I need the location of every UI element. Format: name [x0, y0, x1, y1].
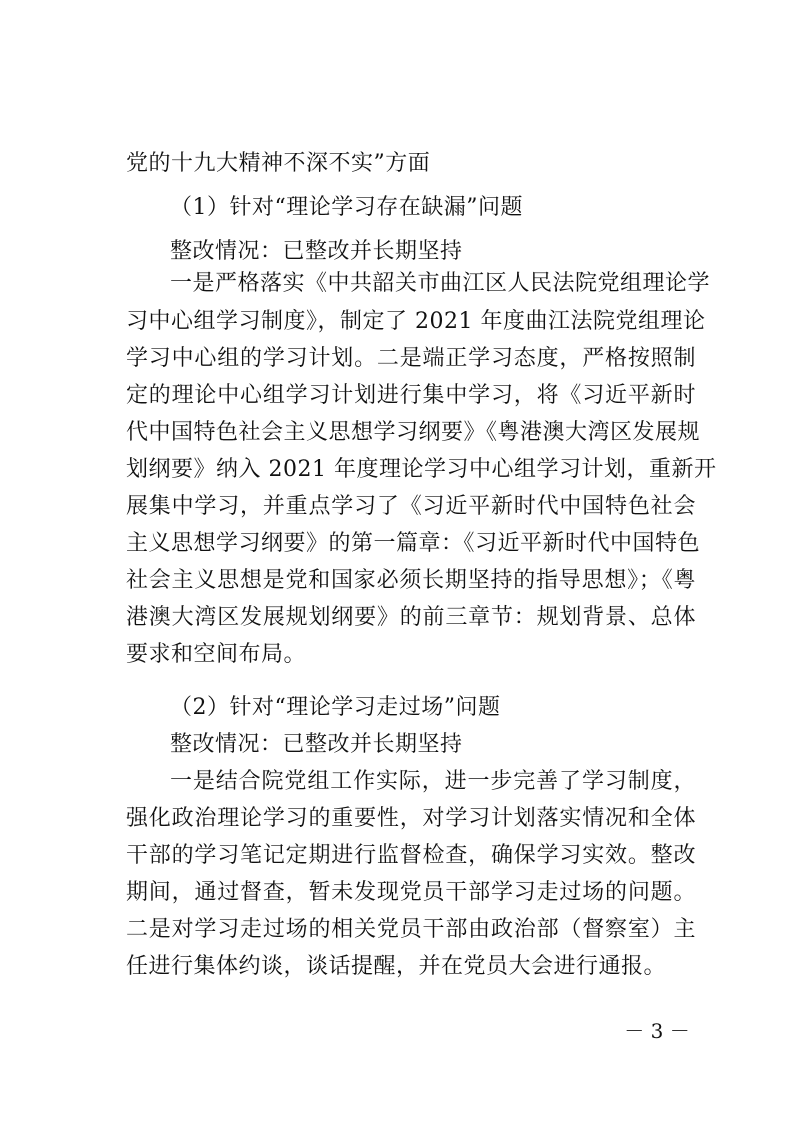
paragraph-line-10: 港澳大湾区发展规划纲要》的前三章节：规划背景、总体 [126, 605, 696, 630]
paragraph-line-9: 社会主义思想是党和国家必须长期坚持的指导思想》；《粤 [126, 568, 696, 593]
text-line-1: 党的十九大精神不深不实”方面 [126, 151, 431, 176]
page-number: － 3 － [624, 1019, 690, 1043]
paragraph-line-15: 期间，通过督查，暂未发现党员干部学习走过场的问题。 [126, 880, 696, 905]
paragraph-line-13: 强化政治理论学习的重要性，对学习计划落实情况和全体 [126, 806, 696, 831]
paragraph-line-2: 习中心组学习制度》，制定了 2021 年度曲江法院党组理论 [126, 309, 706, 334]
paragraph-line-8: 主义思想学习纲要》的第一篇章：《习近平新时代中国特色 [126, 531, 701, 556]
paragraph-line-1: 一是严格落实《中共韶关市曲江区人民法院党组理论学 [170, 271, 711, 296]
subsection-heading-1: （1）针对“理论学习存在缺漏”问题 [170, 195, 523, 220]
paragraph-line-16: 二是对学习走过场的相关党员干部由政治部（督察室）主 [126, 917, 696, 942]
paragraph-line-7: 展集中学习，并重点学习了《习近平新时代中国特色社会 [126, 494, 696, 519]
paragraph-line-12: 一是结合院党组工作实际，进一步完善了学习制度， [170, 769, 696, 794]
paragraph-line-3: 学习中心组的学习计划。二是端正学习态度，严格按照制 [126, 346, 696, 371]
paragraph-line-14: 干部的学习笔记定期进行监督检查，确保学习实效。整改 [126, 843, 696, 868]
status-line-2: 整改情况：已整改并长期坚持 [170, 732, 463, 757]
paragraph-line-17: 任进行集体约谈，谈话提醒，并在党员大会进行通报。 [126, 954, 667, 979]
status-line-1: 整改情况：已整改并长期坚持 [170, 239, 463, 264]
paragraph-line-4: 定的理论中心组学习计划进行集中学习，将《习近平新时 [126, 383, 696, 408]
subsection-heading-2: （2）针对“理论学习走过场”问题 [170, 695, 501, 720]
paragraph-line-6: 划纲要》纳入 2021 年度理论学习中心组学习计划，重新开 [126, 457, 717, 482]
paragraph-line-11: 要求和空间布局。 [126, 642, 307, 667]
paragraph-line-5: 代中国特色社会主义思想学习纲要》《粤港澳大湾区发展规 [126, 420, 701, 445]
